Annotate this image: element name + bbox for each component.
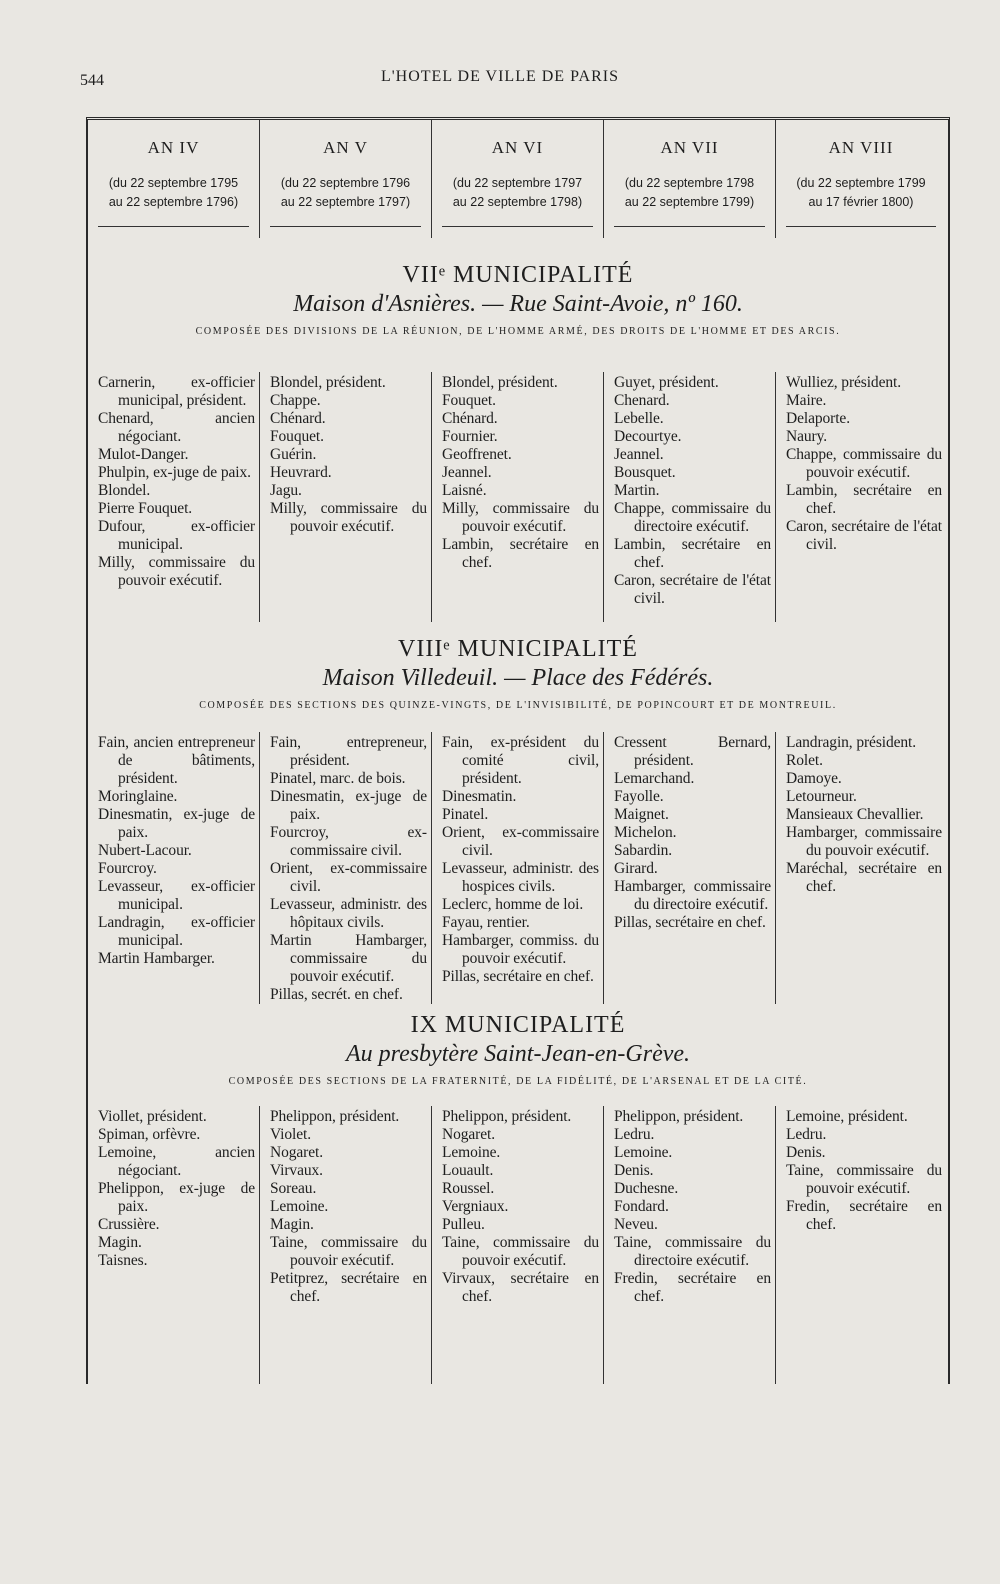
member-entry: Milly, commissaire du pouvoir exécutif. <box>98 554 255 589</box>
member-column <box>604 1106 776 1384</box>
member-entry: Magin. <box>270 1216 314 1233</box>
member-entry: Maire. <box>786 392 827 409</box>
member-column <box>432 1106 604 1384</box>
year-header-an-vi <box>432 120 604 238</box>
member-entry: Moringlaine. <box>98 788 178 805</box>
table-frame <box>86 117 950 1384</box>
members-grid <box>88 732 948 1003</box>
municipality-place: Maison Villedeuil. — Place des Fédérés. <box>322 665 714 691</box>
member-entry: Dinesmatin, ex-juge de paix. <box>98 806 255 841</box>
member-list <box>270 734 427 1004</box>
member-entry: Levasseur, ex-officier municipal. <box>98 878 255 913</box>
member-entry: Vergniaux. <box>442 1198 509 1215</box>
municipality-composition: COMPOSÉE DES DIVISIONS DE LA RÉUNION, DE L'HOMME ARMÉ, DES DROITS DE L'HOMME ET DES ARCIS. <box>195 326 841 337</box>
member-entry: Laisné. <box>442 482 487 499</box>
municipality-place: Maison d'Asnières. — Rue Saint-Avoie, nº 160. <box>293 291 743 317</box>
header-rule <box>270 226 421 227</box>
member-list <box>270 374 427 536</box>
member-entry: Fain, ex-président du comité civil, président. <box>442 734 599 787</box>
date-end: au 17 février 1800) <box>808 195 914 209</box>
header-rule <box>786 226 936 227</box>
member-entry: Neveu. <box>614 1216 658 1233</box>
header-rule <box>442 226 593 227</box>
year-label: AN VII <box>660 138 719 157</box>
date-end: au 22 septembre 1796) <box>108 195 239 209</box>
member-entry: Fredin, secrétaire en chef. <box>614 1270 771 1305</box>
member-entry: Fouquet. <box>442 392 496 409</box>
member-entry: Taine, commissaire du directoire exécutif. <box>614 1234 771 1269</box>
member-entry: Lemoine, ancien négociant. <box>98 1144 255 1179</box>
member-entry: Mulot-Danger. <box>98 446 189 463</box>
member-column <box>88 372 260 622</box>
member-entry: Martin Hambarger. <box>98 950 215 967</box>
member-entry: Heuvrard. <box>270 464 332 481</box>
member-entry: Chappe. <box>270 392 321 409</box>
member-entry: Dinesmatin. <box>442 788 517 805</box>
member-entry: Lemarchand. <box>614 770 695 787</box>
member-list <box>270 1108 427 1306</box>
member-column <box>260 1106 432 1384</box>
member-entry: Fain, entrepreneur, président. <box>270 734 427 769</box>
member-entry: Chappe, commissaire du pouvoir exécutif. <box>786 446 942 481</box>
header-rule <box>614 226 765 227</box>
member-entry: Guyet, président. <box>614 374 719 391</box>
member-entry: Landragin, président. <box>786 734 917 751</box>
date-start: (du 22 septembre 1797 <box>452 176 583 190</box>
member-entry: Lemoine. <box>442 1144 501 1161</box>
year-header-an-viii <box>776 120 946 238</box>
member-column <box>604 372 776 622</box>
member-entry: Cressent Bernard, président. <box>614 734 771 769</box>
member-entry: Virvaux, secrétaire en chef. <box>442 1270 599 1305</box>
member-entry: Hambarger, commissaire du directoire exécutif. <box>614 878 771 913</box>
member-entry: Fredin, secrétaire en chef. <box>786 1198 942 1233</box>
member-entry: Lambin, secrétaire en chef. <box>614 536 771 571</box>
member-entry: Bousquet. <box>614 464 676 481</box>
member-entry: Chénard. <box>442 410 498 427</box>
member-entry: Fournier. <box>442 428 498 445</box>
running-head: L'HOTEL DE VILLE DE PARIS <box>381 68 619 85</box>
member-list <box>614 734 771 932</box>
member-entry: Pulleu. <box>442 1216 485 1233</box>
member-entry: Letourneur. <box>786 788 857 805</box>
date-start: (du 22 septembre 1795 <box>108 176 239 190</box>
member-entry: Carnerin, ex-officier municipal, président. <box>98 374 255 409</box>
member-entry: Guérin. <box>270 446 317 463</box>
member-entry: Phelippon, président. <box>614 1108 744 1125</box>
member-entry: Fourcroy. <box>98 860 157 877</box>
member-entry: Phelippon, président. <box>270 1108 400 1125</box>
member-entry: Levasseur, administr. des hôpitaux civils. <box>270 896 427 931</box>
member-entry: Duchesne. <box>614 1180 679 1197</box>
year-dates <box>260 174 431 212</box>
member-entry: Chénard. <box>270 410 326 427</box>
member-entry: Violet. <box>270 1126 311 1143</box>
member-entry: Dinesmatin, ex-juge de paix. <box>270 788 427 823</box>
member-entry: Maignet. <box>614 806 669 823</box>
year-label: AN VI <box>491 138 544 157</box>
member-entry: Orient, ex-commissaire civil. <box>270 860 427 895</box>
page-number: 544 <box>80 72 104 89</box>
member-entry: Chenard, ancien négociant. <box>98 410 255 445</box>
members-grid <box>88 372 948 622</box>
member-list <box>786 1108 942 1234</box>
member-entry: Lemoine. <box>270 1198 329 1215</box>
member-entry: Caron, secrétaire de l'état civil. <box>614 572 771 607</box>
member-list <box>98 1108 255 1270</box>
member-entry: Blondel, président. <box>270 374 386 391</box>
member-entry: Pillas, secrétaire en chef. <box>614 914 766 931</box>
member-entry: Maréchal, secrétaire en chef. <box>786 860 942 895</box>
member-entry: Levasseur, administr. des hospices civils. <box>442 860 599 895</box>
member-entry: Damoye. <box>786 770 842 787</box>
date-end: au 22 septembre 1797) <box>280 195 411 209</box>
section-heading <box>88 636 948 711</box>
member-entry: Fain, ancien entrepreneur de bâtiments, président. <box>98 734 255 787</box>
year-label: AN VIII <box>828 138 894 157</box>
member-entry: Phelippon, président. <box>442 1108 572 1125</box>
member-entry: Hambarger, commiss. du pouvoir exécutif. <box>442 932 599 967</box>
member-entry: Orient, ex-commissaire civil. <box>442 824 599 859</box>
member-column <box>88 1106 260 1384</box>
member-entry: Chappe, commissaire du directoire exécutif. <box>614 500 771 535</box>
member-entry: Chenard. <box>614 392 670 409</box>
member-entry: Fayau, rentier. <box>442 914 530 931</box>
year-label: AN IV <box>147 138 200 157</box>
municipality-title: IX MUNICIPALITÉ <box>410 1012 626 1038</box>
year-dates <box>88 174 259 212</box>
member-entry: Taine, commissaire du pouvoir exécutif. <box>442 1234 599 1269</box>
member-entry: Nubert-Lacour. <box>98 842 192 859</box>
date-start: (du 22 septembre 1798 <box>624 176 755 190</box>
member-list <box>614 1108 771 1306</box>
member-column <box>88 732 260 1004</box>
member-entry: Ledru. <box>614 1126 655 1143</box>
municipality-place: Au presbytère Saint-Jean-en-Grève. <box>345 1041 691 1067</box>
member-entry: Phulpin, ex-juge de paix. <box>98 464 251 481</box>
member-entry: Pierre Fouquet. <box>98 500 193 517</box>
member-entry: Jeannel. <box>442 464 492 481</box>
year-header-an-vii <box>604 120 776 238</box>
member-entry: Jeannel. <box>614 446 664 463</box>
year-header-row <box>88 120 948 238</box>
member-list <box>98 734 255 968</box>
member-entry: Viollet, président. <box>98 1108 207 1125</box>
member-entry: Denis. <box>786 1144 826 1161</box>
member-entry: Pinatel, marc. de bois. <box>270 770 406 787</box>
year-dates <box>432 174 603 212</box>
member-entry: Pinatel. <box>442 806 489 823</box>
members-grid <box>88 1106 948 1384</box>
member-list <box>786 734 942 896</box>
date-start: (du 22 septembre 1796 <box>280 176 411 190</box>
member-column <box>260 732 432 1004</box>
member-list <box>786 374 942 554</box>
member-entry: Martin Hambarger, commissaire du pouvoir exécutif. <box>270 932 427 985</box>
member-entry: Rolet. <box>786 752 823 769</box>
municipality-title: VIIIᵉ MUNICIPALITÉ <box>398 636 638 662</box>
member-entry: Delaporte. <box>786 410 850 427</box>
member-list <box>614 374 771 608</box>
date-start: (du 22 septembre 1799 <box>796 176 926 190</box>
member-entry: Martin. <box>614 482 660 499</box>
member-entry: Pillas, secrétaire en chef. <box>442 968 594 985</box>
member-entry: Taine, commissaire du pouvoir exécutif. <box>786 1162 942 1197</box>
member-entry: Louault. <box>442 1162 494 1179</box>
member-entry: Nogaret. <box>442 1126 495 1143</box>
member-list <box>98 374 255 590</box>
member-entry: Petitprez, secrétaire en chef. <box>270 1270 427 1305</box>
member-entry: Lebelle. <box>614 410 664 427</box>
member-entry: Lambin, secrétaire en chef. <box>786 482 942 517</box>
section-heading <box>88 1012 948 1087</box>
member-entry: Geoffrenet. <box>442 446 512 463</box>
section-heading <box>88 262 948 337</box>
member-entry: Mansieaux Chevallier. <box>786 806 924 823</box>
member-entry: Blondel. <box>98 482 151 499</box>
member-entry: Taisnes. <box>98 1252 148 1269</box>
member-entry: Sabardin. <box>614 842 673 859</box>
member-entry: Virvaux. <box>270 1162 323 1179</box>
year-header-an-v <box>260 120 432 238</box>
member-entry: Jagu. <box>270 482 302 499</box>
member-entry: Dufour, ex-officier municipal. <box>98 518 255 553</box>
member-list <box>442 734 599 986</box>
member-entry: Lemoine, président. <box>786 1108 908 1125</box>
municipality-composition: COMPOSÉE DES SECTIONS DE LA FRATERNITÉ, DE LA FIDÉLITÉ, DE L'ARSENAL ET DE LA CITÉ. <box>228 1076 808 1087</box>
date-end: au 22 septembre 1799) <box>624 195 755 209</box>
member-column <box>432 732 604 1004</box>
member-entry: Leclerc, homme de loi. <box>442 896 584 913</box>
year-dates <box>604 174 775 212</box>
member-entry: Spiman, orfèvre. <box>98 1126 201 1143</box>
municipality-composition: COMPOSÉE DES SECTIONS DES QUINZE-VINGTS, DE L'INVISIBILITÉ, DE POPINCOURT ET DE MONTREUIL. <box>199 700 837 711</box>
member-column <box>432 372 604 622</box>
member-entry: Hambarger, commissaire du pouvoir exécutif. <box>786 824 942 859</box>
member-column <box>260 372 432 622</box>
member-entry: Magin. <box>98 1234 142 1251</box>
member-entry: Girard. <box>614 860 658 877</box>
date-end: au 22 septembre 1798) <box>452 195 583 209</box>
member-entry: Roussel. <box>442 1180 495 1197</box>
member-list <box>442 374 599 572</box>
member-entry: Caron, secrétaire de l'état civil. <box>786 518 942 553</box>
member-entry: Milly, commissaire du pouvoir exécutif. <box>442 500 599 535</box>
member-entry: Denis. <box>614 1162 654 1179</box>
member-column <box>776 1106 946 1384</box>
year-header-an-iv <box>88 120 260 238</box>
member-entry: Ledru. <box>786 1126 827 1143</box>
member-entry: Milly, commissaire du pouvoir exécutif. <box>270 500 427 535</box>
member-entry: Blondel, président. <box>442 374 558 391</box>
member-entry: Lambin, secrétaire en chef. <box>442 536 599 571</box>
member-entry: Taine, commissaire du pouvoir exécutif. <box>270 1234 427 1269</box>
member-entry: Fondard. <box>614 1198 669 1215</box>
member-entry: Soreau. <box>270 1180 317 1197</box>
member-entry: Decourtye. <box>614 428 682 445</box>
member-entry: Naury. <box>786 428 828 445</box>
member-column <box>604 732 776 1004</box>
member-entry: Fourcroy, ex-commissaire civil. <box>270 824 427 859</box>
member-column <box>776 732 946 1004</box>
municipality-title: VIIᵉ MUNICIPALITÉ <box>402 262 634 288</box>
member-entry: Nogaret. <box>270 1144 323 1161</box>
member-list <box>442 1108 599 1306</box>
year-dates <box>776 174 946 212</box>
member-entry: Phelippon, ex-juge de paix. <box>98 1180 255 1215</box>
member-entry: Lemoine. <box>614 1144 673 1161</box>
member-column <box>776 372 946 622</box>
member-entry: Fouquet. <box>270 428 324 445</box>
member-entry: Fayolle. <box>614 788 664 805</box>
member-entry: Wulliez, président. <box>786 374 901 391</box>
member-entry: Landragin, ex-officier municipal. <box>98 914 255 949</box>
member-entry: Michelon. <box>614 824 677 841</box>
member-entry: Pillas, secrét. en chef. <box>270 986 403 1003</box>
year-label: AN V <box>323 138 368 157</box>
header-rule <box>98 226 249 227</box>
member-entry: Crussière. <box>98 1216 160 1233</box>
